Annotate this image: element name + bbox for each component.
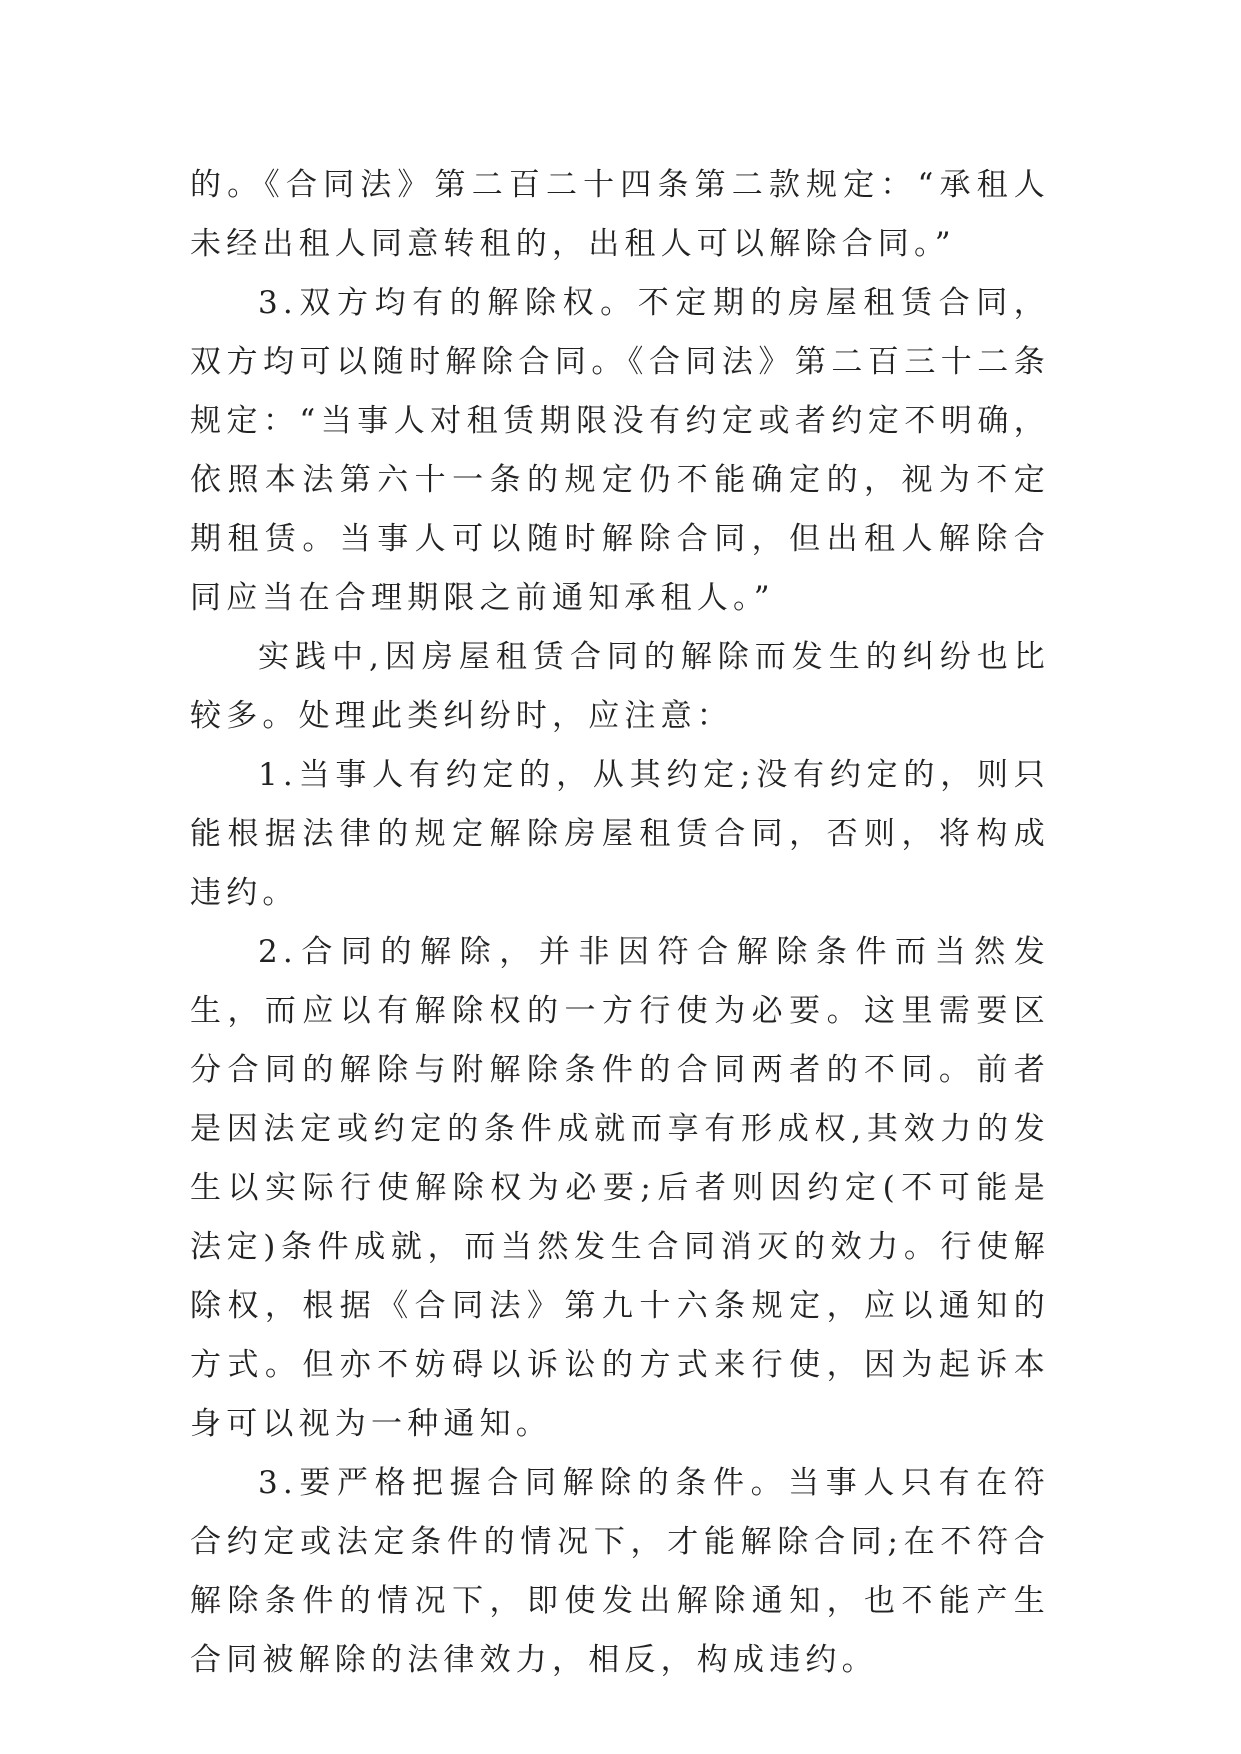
paragraph-point-2: 2.合同的解除，并非因符合解除条件而当然发生，而应以有解除权的一方行使为必要。这里需要区分合同的解除与附解除条件的合同两者的不同。前者是因法定或约定的条件成就而享有形成权,其效力的发生以实际行使解除权为必要;后者则因约定(不可能是法定)条件成就，而当然发生合同消灭的效力。行使解除权，根据《合同法》第九十六条规定，应以通知的方式。但亦不妨碍以诉讼的方式来行使，因为起诉本身可以视为一种通知。 (190, 934, 1050, 1442)
paragraph-point-1: 1.当事人有约定的，从其约定;没有约定的，则只能根据法律的规定解除房屋租赁合同，否则，将构成违约。 (190, 757, 1050, 911)
document-body (190, 156, 1050, 1690)
paragraph-practice-disputes: 实践中,因房屋租赁合同的解除而发生的纠纷也比较多。处理此类纠纷时，应注意： (190, 639, 1050, 734)
paragraph-contract-law-224: 的。《合同法》第二百二十四条第二款规定：“承租人未经出租人同意转租的，出租人可以解除合同。” (190, 167, 1050, 262)
paragraph-mutual-termination-right: 3.双方均有的解除权。不定期的房屋租赁合同，双方均可以随时解除合同。《合同法》第二百三十二条规定：“当事人对租赁期限没有约定或者约定不明确，依照本法第六十一条的规定仍不能确定的，视为不定期租赁。当事人可以随时解除合同，但出租人解除合同应当在合理期限之前通知承租人。” (190, 285, 1050, 616)
paragraph-point-3: 3.要严格把握合同解除的条件。当事人只有在符合约定或法定条件的情况下，才能解除合同;在不符合解除条件的情况下，即使发出解除通知，也不能产生合同被解除的法律效力，相反，构成违约。 (190, 1465, 1050, 1678)
